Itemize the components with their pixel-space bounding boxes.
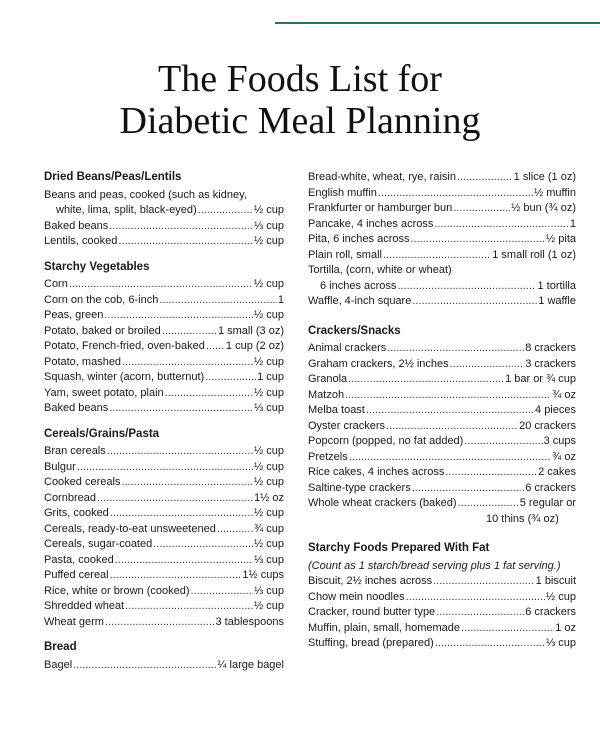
section-heading: Starchy Vegetables — [44, 260, 150, 273]
serving-size-continued: 10 thins (¾ oz) — [486, 512, 559, 525]
leader-dots — [412, 481, 525, 497]
serving-size: 1 small (3 oz) — [217, 324, 284, 337]
leader-dots — [107, 444, 253, 460]
list-item — [308, 186, 576, 202]
food-name: Graham crackers, 2½ inches — [308, 357, 449, 370]
food-name: Chow mein noodles — [308, 590, 405, 603]
list-item — [44, 491, 284, 507]
list-item — [44, 386, 284, 402]
food-name: Rice, white or brown (cooked) — [44, 584, 190, 597]
leader-dots — [205, 370, 256, 386]
food-name: Pancake, 4 inches across — [308, 217, 434, 230]
serving-size: ½ cup — [254, 476, 284, 488]
list-item — [308, 357, 576, 373]
bread-items-list — [308, 170, 576, 263]
leader-dots — [122, 355, 253, 371]
section-note: (Count as 1 starch/bread serving plus 1 fat serving.) — [308, 559, 561, 572]
leader-dots — [349, 450, 551, 466]
leader-dots — [450, 357, 525, 373]
leader-dots — [77, 460, 253, 476]
section-heading: Bread — [44, 641, 77, 653]
food-name: Cracker, round butter type — [308, 606, 436, 618]
serving-size: ½ cup — [254, 460, 284, 473]
food-name: Grits, cooked — [44, 507, 109, 519]
food-name: Rice cakes, 4 inches across — [308, 466, 445, 478]
bread-list — [44, 658, 284, 674]
food-name: Potato, baked or broiled — [44, 324, 161, 337]
food-name: Cereals, sugar-coated — [44, 538, 153, 550]
food-name: Stuffing, bread (prepared) — [308, 637, 434, 649]
serving-size: 1 oz — [555, 621, 576, 634]
leader-dots — [73, 658, 216, 674]
list-item — [308, 621, 576, 637]
food-name: Wheat germ — [44, 615, 104, 628]
leader-dots — [104, 308, 253, 324]
list-item — [44, 444, 284, 460]
leader-dots — [165, 386, 253, 402]
food-name: Popcorn (popped, no fat added) — [308, 435, 464, 447]
fat-list — [308, 574, 576, 652]
list-item — [308, 481, 576, 497]
list-item — [308, 419, 576, 435]
serving-size: 1 cup — [257, 371, 284, 383]
food-name: Animal crackers — [308, 342, 387, 354]
list-item — [44, 203, 284, 219]
list-item — [44, 506, 284, 522]
page-title — [0, 58, 600, 142]
food-name: Granola — [308, 373, 348, 385]
leader-dots — [453, 201, 510, 217]
list-item — [44, 599, 284, 615]
leader-dots — [162, 324, 217, 340]
food-name: Muffin, plain, small, homemade — [308, 621, 461, 634]
food-name: Saltine-type crackers — [308, 481, 411, 494]
list-item — [308, 201, 576, 217]
food-name: Waffle, 4-inch square — [308, 295, 412, 307]
serving-size: ½ cup — [254, 204, 284, 216]
food-name: Matzoh — [308, 388, 345, 401]
list-item — [308, 434, 576, 450]
serving-size: ⅓ cup — [254, 553, 284, 566]
food-name: white, lima, split, black-eyed) — [56, 204, 197, 216]
leader-dots — [109, 401, 253, 417]
leader-dots — [457, 170, 513, 186]
food-name: Potato, mashed — [44, 355, 122, 368]
leader-dots — [412, 294, 537, 310]
leader-dots — [345, 388, 551, 404]
list-item — [44, 219, 284, 235]
leader-dots — [198, 203, 253, 219]
list-item — [44, 293, 284, 309]
food-name: Bagel — [44, 658, 73, 671]
food-name: Baked beans — [44, 402, 109, 414]
food-name: Melba toast — [308, 404, 365, 416]
food-name: Bread-white, wheat, rye, raisin — [308, 171, 456, 183]
leader-dots — [378, 186, 533, 202]
list-item — [308, 232, 576, 248]
food-name: Corn — [44, 278, 68, 290]
list-item — [308, 248, 576, 264]
list-item — [308, 403, 576, 419]
list-item — [44, 568, 284, 584]
leader-dots — [366, 403, 534, 419]
crackers-list — [308, 341, 576, 512]
serving-size: 5 regular or — [519, 497, 576, 509]
list-item — [308, 279, 576, 295]
leader-dots — [97, 491, 253, 507]
leader-dots — [464, 434, 542, 450]
serving-size: 1 waffle — [538, 295, 576, 307]
serving-size: 1 small roll (1 oz) — [492, 248, 576, 261]
list-item — [308, 341, 576, 357]
leader-dots — [191, 584, 254, 600]
serving-size: ⅓ cup — [254, 219, 284, 232]
section-heading: Crackers/Snacks — [308, 324, 401, 337]
title-line-2: Diabetic Meal Planning — [119, 100, 481, 142]
list-item — [308, 590, 576, 606]
list-item — [308, 294, 576, 310]
food-name: Bulgur — [44, 460, 76, 473]
serving-size: ⅓ cup — [254, 402, 284, 414]
list-item — [44, 355, 284, 371]
serving-size: 1½ oz — [254, 491, 284, 504]
food-name: Frankfurter or hamburger bun — [308, 202, 453, 214]
leader-dots — [435, 636, 545, 652]
leader-dots — [406, 590, 545, 606]
list-item — [44, 277, 284, 293]
leader-dots — [411, 232, 546, 248]
serving-size: ½ cup — [254, 445, 284, 457]
food-name: Cooked cereals — [44, 476, 121, 488]
serving-size: ⅓ cup — [546, 637, 576, 649]
food-name: Pita, 6 inches across — [308, 233, 410, 245]
food-name: Pretzels — [308, 450, 348, 463]
list-item — [308, 465, 576, 481]
list-item — [44, 584, 284, 600]
food-name: Bran cereals — [44, 445, 106, 457]
serving-size: ¾ oz — [552, 388, 576, 401]
serving-size: ¼ large bagel — [217, 658, 284, 671]
list-item-text: Beans and peas, cooked (such as kidney, — [44, 188, 247, 201]
serving-size: ½ pita — [546, 233, 576, 245]
serving-size: ½ cup — [254, 600, 284, 612]
serving-size: ½ cup — [254, 309, 284, 321]
food-name: Plain roll, small — [308, 248, 382, 261]
list-item — [308, 217, 576, 233]
serving-size: 20 crackers — [519, 419, 576, 432]
serving-size: ½ muffin — [534, 186, 576, 199]
leader-dots — [461, 621, 554, 637]
serving-size: ½ bun (¾ oz) — [511, 202, 576, 214]
serving-size: ½ cup — [254, 278, 284, 290]
list-item — [308, 372, 576, 388]
section-heading: Cereals/Grains/Pasta — [44, 427, 160, 440]
serving-size: 6 crackers — [525, 481, 576, 494]
serving-size: 6 crackers — [525, 606, 576, 618]
list-item — [44, 324, 284, 340]
serving-size: 1 — [277, 293, 284, 306]
food-name: Puffed cereal — [44, 569, 109, 581]
food-name: Pasta, cooked — [44, 553, 114, 566]
serving-size: 1 biscuit — [535, 575, 576, 587]
leader-dots — [348, 372, 504, 388]
serving-size: 2 cakes — [538, 466, 576, 478]
leader-dots — [206, 339, 225, 355]
serving-size: 3 cups — [543, 435, 576, 447]
leader-dots — [433, 574, 535, 590]
left-column — [44, 170, 284, 673]
serving-size: 8 crackers — [525, 342, 576, 354]
list-item — [44, 553, 284, 569]
list-item — [308, 388, 576, 404]
list-item — [44, 308, 284, 324]
list-item — [308, 170, 576, 186]
food-name: Baked beans — [44, 219, 109, 232]
serving-size: ½ cup — [254, 235, 284, 247]
food-name: Corn on the cob, 6-inch — [44, 293, 159, 306]
leader-dots — [159, 293, 277, 309]
list-item — [308, 450, 576, 466]
serving-size: 1 — [569, 217, 576, 230]
section-heading: Dried Beans/Peas/Lentils — [44, 171, 182, 183]
list-item-text: Tortilla, (corn, white or wheat) — [308, 264, 452, 276]
food-name: Lentils, cooked — [44, 235, 118, 247]
serving-size: 1 bar or ¾ cup — [505, 373, 576, 385]
leader-dots — [386, 419, 518, 435]
serving-size: 1 tortilla — [537, 279, 576, 292]
leader-dots — [105, 615, 215, 631]
list-item — [44, 370, 284, 386]
leader-dots — [115, 553, 253, 569]
food-name: Peas, green — [44, 309, 104, 321]
food-name: Cereals, ready-to-eat unsweetened — [44, 522, 216, 535]
serving-size: ¾ cup — [254, 522, 284, 535]
food-name: Potato, French-fried, oven-baked — [44, 340, 205, 352]
list-item — [44, 460, 284, 476]
leader-dots — [436, 605, 524, 621]
list-item — [44, 234, 284, 250]
dried-list — [44, 219, 284, 250]
list-item — [44, 401, 284, 417]
food-name: Squash, winter (acorn, butternut) — [44, 371, 205, 383]
serving-size: ½ cup — [254, 386, 284, 399]
list-item — [44, 522, 284, 538]
serving-size: ¾ oz — [552, 450, 576, 463]
food-name: Yam, sweet potato, plain — [44, 386, 164, 399]
serving-size: 3 tablespoons — [215, 615, 284, 628]
leader-dots — [445, 465, 537, 481]
leader-dots — [434, 217, 569, 233]
leader-dots — [69, 277, 253, 293]
serving-size: 1 cup (2 oz) — [225, 340, 284, 352]
serving-size: ½ cup — [254, 538, 284, 550]
serving-size: ⅓ cup — [254, 584, 284, 597]
leader-dots — [109, 219, 253, 235]
food-name: Oyster crackers — [308, 419, 386, 432]
food-name: Cornbread — [44, 491, 96, 504]
list-item — [308, 574, 576, 590]
cereals-list — [44, 444, 284, 630]
leader-dots — [383, 248, 491, 264]
top-accent-rule — [275, 22, 600, 24]
serving-size: ½ cup — [546, 590, 576, 603]
serving-size: 3 crackers — [525, 357, 576, 370]
list-item — [44, 615, 284, 631]
leader-dots — [125, 599, 253, 615]
leader-dots — [458, 496, 519, 512]
right-column — [308, 170, 576, 652]
food-name: 6 inches across — [320, 279, 397, 292]
title-line-1: The Foods List for — [158, 58, 442, 100]
leader-dots — [217, 522, 253, 538]
list-item — [308, 496, 576, 512]
serving-size: ½ cup — [254, 355, 284, 368]
serving-size: 1 slice (1 oz) — [513, 171, 576, 183]
serving-size: 4 pieces — [535, 404, 576, 416]
serving-size: ½ cup — [254, 507, 284, 519]
food-name: Biscuit, 2½ inches across — [308, 575, 433, 587]
food-name: Shredded wheat — [44, 600, 125, 612]
leader-dots — [153, 537, 253, 553]
section-heading: Starchy Foods Prepared With Fat — [308, 542, 490, 554]
food-name: English muffin — [308, 186, 377, 199]
leader-dots — [110, 568, 242, 584]
leader-dots — [121, 475, 253, 491]
leader-dots — [397, 279, 536, 295]
list-item — [44, 537, 284, 553]
list-item — [44, 658, 284, 674]
list-item — [44, 475, 284, 491]
leader-dots — [110, 506, 253, 522]
list-item — [308, 605, 576, 621]
leader-dots — [387, 341, 524, 357]
food-name: Whole wheat crackers (baked) — [308, 497, 457, 509]
list-item — [308, 636, 576, 652]
leader-dots — [118, 234, 253, 250]
starchy-list — [44, 277, 284, 417]
list-item — [44, 339, 284, 355]
serving-size: 1½ cups — [242, 569, 284, 581]
